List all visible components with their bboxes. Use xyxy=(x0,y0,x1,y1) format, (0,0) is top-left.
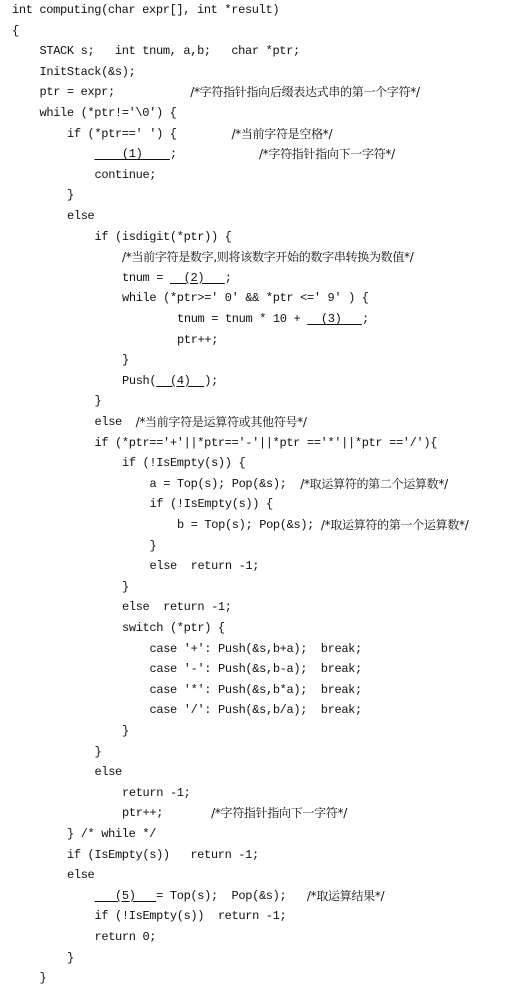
line-30 xyxy=(122,597,232,617)
line-45 xyxy=(95,906,287,926)
code-comment: /*字符指针指向下一字符*/ xyxy=(258,147,395,162)
line-28 xyxy=(150,556,260,576)
code-text: b = Top(s); Pop(&s); xyxy=(177,518,321,532)
line-22 xyxy=(95,433,438,453)
code-text: if (!IsEmpty(s)) return -1; xyxy=(94,909,287,924)
code-text: ptr++; xyxy=(177,332,219,347)
line-07 xyxy=(67,124,332,144)
line-16 xyxy=(177,309,369,329)
code-text: } xyxy=(39,971,47,986)
line-06 xyxy=(40,103,177,123)
code-comment: /*当前字符是运算符或其他符号*/ xyxy=(135,415,307,429)
code-text: tnum = xyxy=(122,270,170,285)
line-25 xyxy=(150,494,273,514)
answer-blank: (4) xyxy=(156,373,205,388)
line-27 xyxy=(150,536,157,556)
code-text: if (*ptr=='+'||*ptr=='-'||*ptr =='*'||*ptr =='/'){ xyxy=(94,435,438,450)
line-20 xyxy=(95,391,102,411)
code-text: Push( xyxy=(122,373,157,388)
code-comment: /*字符指针指向下一字符*/ xyxy=(211,806,347,821)
code-text: else xyxy=(94,415,136,429)
line-26 xyxy=(177,515,468,535)
answer-blank: (2) xyxy=(169,270,225,285)
code-comment: /*当前字符是数字,则将该数字开始的数字串转换为数值*/ xyxy=(122,250,414,265)
code-text: ; xyxy=(224,270,232,285)
line-21 xyxy=(95,412,307,432)
answer-blank: (1) xyxy=(94,147,170,162)
line-15 xyxy=(122,288,369,308)
line-19 xyxy=(122,371,218,391)
code-text: ptr++; xyxy=(122,806,212,821)
line-37 xyxy=(95,742,102,762)
code-text: while (*ptr>=' 0' && *ptr <=' 9' ) { xyxy=(122,291,369,306)
code-text: return -1; xyxy=(122,785,191,800)
line-46 xyxy=(95,927,157,947)
line-18 xyxy=(122,350,129,370)
code-text: } xyxy=(149,538,157,553)
code-text: } xyxy=(67,950,74,965)
code-text: while (*ptr!='\0') { xyxy=(39,106,177,120)
code-text: } xyxy=(94,394,102,409)
code-text: ; xyxy=(362,312,369,326)
line-02 xyxy=(12,21,19,41)
code-text: } xyxy=(94,744,102,759)
line-42 xyxy=(67,845,259,865)
code-text: continue; xyxy=(94,167,157,182)
code-text: ); xyxy=(204,373,218,388)
line-04 xyxy=(40,62,136,82)
code-comment: /*当前字符是空格*/ xyxy=(231,126,333,141)
line-43 xyxy=(67,865,94,885)
line-34 xyxy=(150,680,362,700)
code-text: if (IsEmpty(s)) return -1; xyxy=(67,847,259,862)
code-text: a = Top(s); Pop(&s); xyxy=(149,476,301,491)
line-35 xyxy=(150,700,362,720)
line-13 xyxy=(122,247,414,267)
code-comment: /*取运算符的第一个运算数*/ xyxy=(320,518,469,532)
code-text: else xyxy=(94,765,122,780)
code-text: } xyxy=(122,724,129,738)
line-47 xyxy=(67,948,74,968)
code-text: ptr = expr; xyxy=(39,85,191,100)
line-32 xyxy=(150,639,362,659)
code-text: case '*': Push(&s,b*a); break; xyxy=(149,682,362,697)
code-text: STACK s; int tnum, a,b; char *ptr; xyxy=(39,44,300,59)
code-text: case '-': Push(&s,b-a); break; xyxy=(149,662,362,677)
code-text: switch (*ptr) { xyxy=(122,621,225,635)
code-comment: /*字符指针指向后缀表达式串的第一个字符*/ xyxy=(190,85,420,100)
line-38 xyxy=(95,762,122,782)
line-31 xyxy=(122,618,225,638)
code-text: if (*ptr==' ') { xyxy=(67,126,232,141)
code-text: InitStack(&s); xyxy=(39,64,136,79)
code-text: { xyxy=(12,23,19,38)
line-05 xyxy=(40,82,420,102)
line-29 xyxy=(122,577,129,597)
code-text: if (!IsEmpty(s)) { xyxy=(122,456,246,471)
code-text: else xyxy=(67,209,95,223)
code-text: } /* while */ xyxy=(67,827,157,841)
code-text: ; xyxy=(169,147,259,162)
code-text: else return -1; xyxy=(122,600,232,615)
code-text: tnum = tnum * 10 + xyxy=(177,312,308,326)
line-11 xyxy=(67,206,94,226)
line-14 xyxy=(122,268,232,288)
code-text: = Top(s); Pop(&s); xyxy=(156,888,307,903)
line-10 xyxy=(67,185,74,205)
answer-blank: (3) xyxy=(307,312,362,326)
line-39 xyxy=(122,783,191,803)
code-text: } xyxy=(122,579,129,594)
line-01 xyxy=(12,0,279,20)
code-text: case '+': Push(&s,b+a); break; xyxy=(149,641,362,656)
line-24 xyxy=(150,474,448,494)
code-text: return 0; xyxy=(94,930,157,944)
code-text: case '/': Push(&s,b/a); break; xyxy=(149,703,362,718)
line-44 xyxy=(95,886,385,906)
code-text: } xyxy=(67,188,74,203)
code-text: if (isdigit(*ptr)) { xyxy=(94,229,232,244)
line-33 xyxy=(150,659,362,679)
line-40 xyxy=(122,803,347,823)
code-text: else return -1; xyxy=(149,559,260,574)
line-48 xyxy=(40,968,47,988)
code-comment: /*取运算结果*/ xyxy=(306,888,385,903)
code-comment: /*取运算符的第二个运算数*/ xyxy=(300,476,448,491)
answer-blank: (5) xyxy=(94,888,157,903)
code-text: if (!IsEmpty(s)) { xyxy=(149,497,273,512)
line-03 xyxy=(40,41,300,61)
line-12 xyxy=(95,227,232,247)
line-08 xyxy=(95,144,395,164)
line-36 xyxy=(122,721,129,741)
line-17 xyxy=(177,330,218,350)
code-text: int computing(char expr[], int *result) xyxy=(12,3,280,17)
line-23 xyxy=(122,453,245,473)
line-41 xyxy=(67,824,156,844)
line-09 xyxy=(95,165,157,185)
code-text: } xyxy=(122,353,129,368)
code-text: else xyxy=(67,868,95,883)
